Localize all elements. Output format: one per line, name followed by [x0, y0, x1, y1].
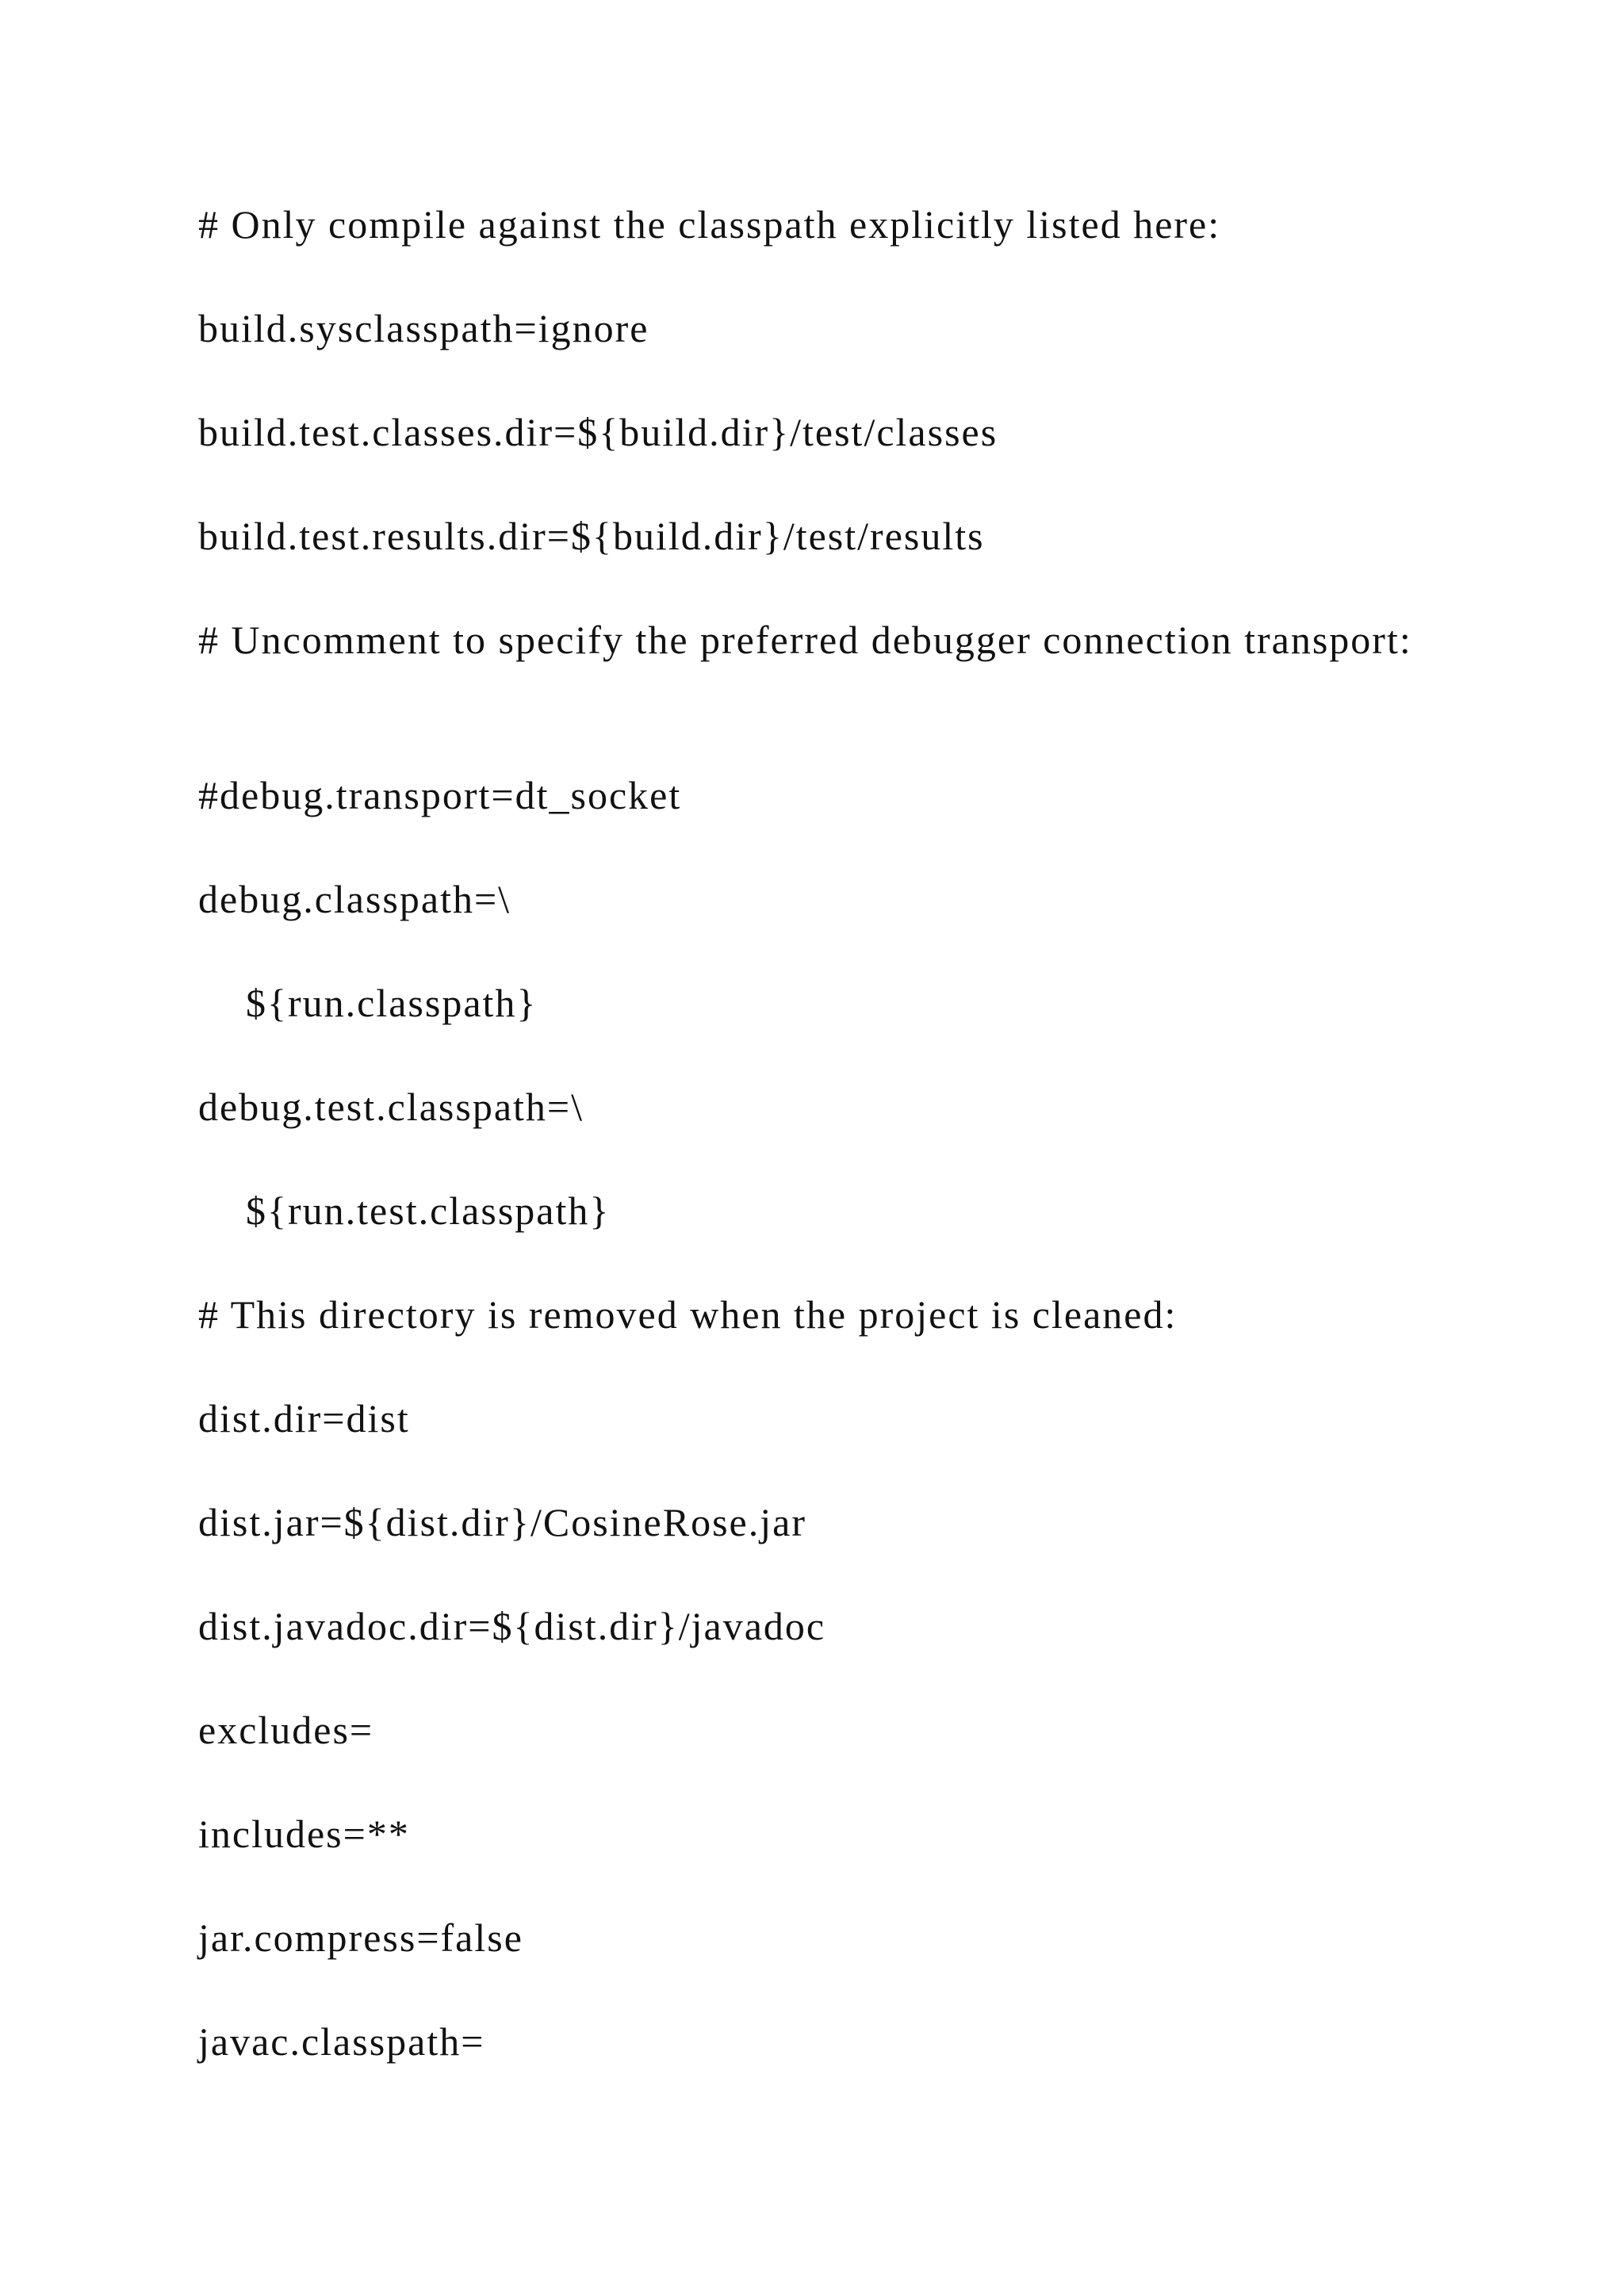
property-dist-jar: dist.jar=${dist.dir}/CosineRose.jar — [198, 1500, 806, 1544]
property-includes: includes=** — [198, 1812, 410, 1856]
property-build-test-results-dir: build.test.results.dir=${build.dir}/test/results — [198, 514, 985, 558]
property-jar-compress: jar.compress=false — [198, 1915, 523, 1960]
property-dist-javadoc-dir: dist.javadoc.dir=${dist.dir}/javadoc — [198, 1604, 826, 1648]
property-javac-classpath: javac.classpath= — [198, 2019, 485, 2064]
property-build-sysclasspath: build.sysclasspath=ignore — [198, 306, 649, 350]
comment-debugger-transport: # Uncomment to specify the preferred debugger connection transport: — [198, 618, 1412, 662]
comment-compile-classpath: # Only compile against the classpath explicitly listed here: — [198, 202, 1221, 247]
comment-dist-directory: # This directory is removed when the project is cleaned: — [198, 1292, 1178, 1337]
property-excludes: excludes= — [198, 1708, 374, 1752]
value-run-test-classpath: ${run.test.classpath} — [246, 1188, 611, 1233]
property-dist-dir: dist.dir=dist — [198, 1396, 410, 1441]
property-build-test-classes-dir: build.test.classes.dir=${build.dir}/test/classes — [198, 410, 998, 454]
value-run-classpath: ${run.classpath} — [246, 981, 538, 1025]
property-debug-classpath: debug.classpath=\ — [198, 877, 511, 921]
property-debug-transport: #debug.transport=dt_socket — [198, 773, 682, 817]
property-debug-test-classpath: debug.test.classpath=\ — [198, 1085, 584, 1129]
